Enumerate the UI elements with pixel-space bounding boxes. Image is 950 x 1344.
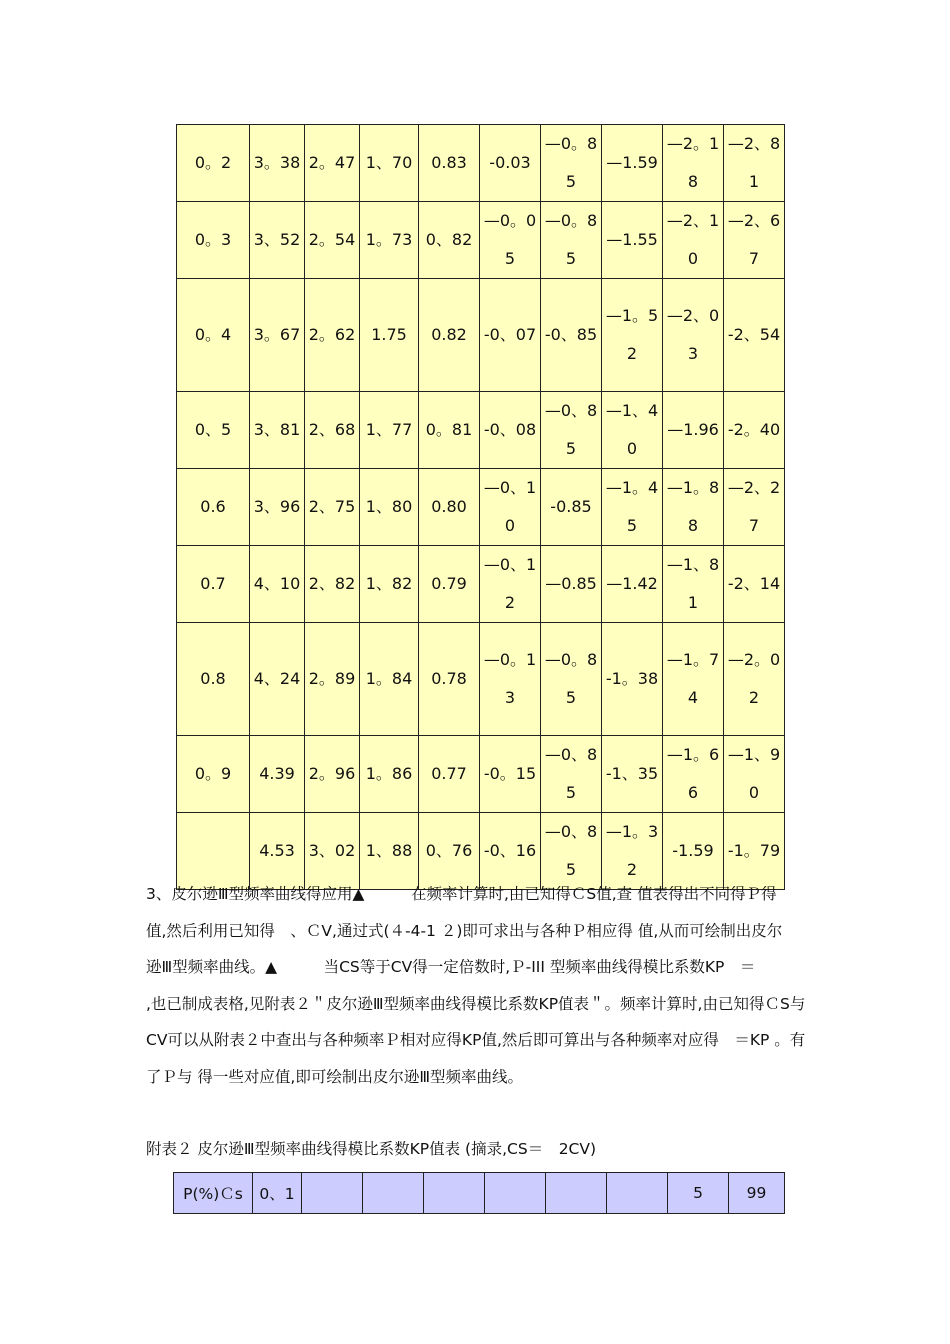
- table-cell: —2。18: [663, 125, 724, 202]
- table-cell: [302, 1173, 363, 1214]
- table-cell: —1、90: [724, 736, 785, 813]
- kp-values-table: [176, 124, 785, 890]
- table-cell: 1、88: [360, 813, 419, 890]
- table-cell: 2、82: [305, 546, 360, 623]
- table-row: [177, 469, 785, 546]
- table-cell: 3、52: [250, 202, 305, 279]
- table-cell: 3。67: [250, 279, 305, 392]
- table-cell: —0、85: [541, 736, 602, 813]
- table-row: [177, 125, 785, 202]
- table-cell: —0。05: [480, 202, 541, 279]
- table-cell: 4.53: [250, 813, 305, 890]
- table-cell: —2、27: [724, 469, 785, 546]
- table-cell: -2、14: [724, 546, 785, 623]
- table-cell: 0.80: [419, 469, 480, 546]
- table-cell: —0、10: [480, 469, 541, 546]
- row-header-cell: 0。4: [177, 279, 250, 392]
- table-cell: —1.59: [602, 125, 663, 202]
- table-row: [177, 202, 785, 279]
- table-cell: -0、85: [541, 279, 602, 392]
- table-cell: 2、75: [305, 469, 360, 546]
- table-cell: -0、16: [480, 813, 541, 890]
- table-cell: 0.83: [419, 125, 480, 202]
- table-cell: 2。62: [305, 279, 360, 392]
- table-cell: 0、76: [419, 813, 480, 890]
- table-cell: 0.78: [419, 623, 480, 736]
- table-cell: —2、81: [724, 125, 785, 202]
- table-cell: 4、10: [250, 546, 305, 623]
- table-cell: —1。32: [602, 813, 663, 890]
- table-cell: -0、07: [480, 279, 541, 392]
- table-cell: 1、77: [360, 392, 419, 469]
- appendix-table-2: [173, 1172, 785, 1214]
- table-cell: 5: [668, 1173, 729, 1214]
- table-cell: —0.85: [541, 546, 602, 623]
- table-cell: 1、80: [360, 469, 419, 546]
- row-header-cell: 0。9: [177, 736, 250, 813]
- table-cell: 2。54: [305, 202, 360, 279]
- table-cell: -0.03: [480, 125, 541, 202]
- table-cell: 3、81: [250, 392, 305, 469]
- table-cell: 1。73: [360, 202, 419, 279]
- table-cell: -0.85: [541, 469, 602, 546]
- table-cell: —0。85: [541, 623, 602, 736]
- table-cell: -1、35: [602, 736, 663, 813]
- table-cell: -1。38: [602, 623, 663, 736]
- table-cell: 1、82: [360, 546, 419, 623]
- table-cell: 2。47: [305, 125, 360, 202]
- table-cell: —2。02: [724, 623, 785, 736]
- table-cell: 99: [729, 1173, 785, 1214]
- paragraph-line-3: 逊Ⅲ型频率曲线。▲ 当CS等于CV得一定倍数时,Ｐ-III 型频率曲线得模比系数KP ＝: [146, 958, 756, 976]
- table-cell: —0。13: [480, 623, 541, 736]
- table-cell: —2、03: [663, 279, 724, 392]
- table-cell: —1。52: [602, 279, 663, 392]
- table-cell: —1、81: [663, 546, 724, 623]
- table-cell: 0.77: [419, 736, 480, 813]
- table-cell: [363, 1173, 424, 1214]
- row-header-cell: 0.6: [177, 469, 250, 546]
- row-header-cell: 0。2: [177, 125, 250, 202]
- table-cell: [607, 1173, 668, 1214]
- table-row: [177, 736, 785, 813]
- table-caption: 附表２ 皮尔逊Ⅲ型频率曲线得模比系数KP值表 (摘录,CS＝ 2CV): [146, 1140, 597, 1158]
- paragraph-line-1: 3、皮尔逊Ⅲ型频率曲线得应用▲ 在频率计算时,由已知得ＣS值,查 值表得出不同得Ｐ得: [146, 885, 777, 903]
- table-cell: -0、08: [480, 392, 541, 469]
- table-row: [177, 623, 785, 736]
- table-cell: [424, 1173, 485, 1214]
- table-cell: 3、02: [305, 813, 360, 890]
- table-row: [177, 392, 785, 469]
- row-header-cell: 0.7: [177, 546, 250, 623]
- table-cell: 2、68: [305, 392, 360, 469]
- table-cell: —0。85: [541, 202, 602, 279]
- table-cell: 2。89: [305, 623, 360, 736]
- table-cell: 4.39: [250, 736, 305, 813]
- table-row: [177, 546, 785, 623]
- table-cell: 3。38: [250, 125, 305, 202]
- table-cell: [546, 1173, 607, 1214]
- table-cell: 1.75: [360, 279, 419, 392]
- table-cell: —0、12: [480, 546, 541, 623]
- table-cell: —1。45: [602, 469, 663, 546]
- table-cell: —1.55: [602, 202, 663, 279]
- table-cell: —2、10: [663, 202, 724, 279]
- table-cell: 0、82: [419, 202, 480, 279]
- paragraph-line-2: 值,然后利用已知得 、ＣV,通过式(４-4-1 ２)即可求出与各种Ｐ相应得 值,从而可绘制出皮尔: [146, 921, 783, 940]
- table-row: [177, 279, 785, 392]
- table-cell: [485, 1173, 546, 1214]
- table-cell: —2、67: [724, 202, 785, 279]
- table-cell: 0.82: [419, 279, 480, 392]
- table-cell: 2。96: [305, 736, 360, 813]
- table-cell: -2。40: [724, 392, 785, 469]
- table-cell: 0、1: [253, 1173, 302, 1214]
- table-cell: —0。85: [541, 125, 602, 202]
- table-cell: —1.96: [663, 392, 724, 469]
- table-cell: —1、40: [602, 392, 663, 469]
- table-cell: 0.79: [419, 546, 480, 623]
- table-cell: —1.42: [602, 546, 663, 623]
- body-paragraph: [146, 876, 810, 1095]
- table-cell: —0、85: [541, 392, 602, 469]
- row-header-cell: 0、5: [177, 392, 250, 469]
- table-cell: 1。84: [360, 623, 419, 736]
- table-cell: —0、85: [541, 813, 602, 890]
- header-cell: P(%)Ｃs: [174, 1173, 253, 1214]
- row-header-cell: 0.8: [177, 623, 250, 736]
- table-cell: -1。79: [724, 813, 785, 890]
- table-cell: —1。66: [663, 736, 724, 813]
- paragraph-line-4: ,也已制成表格,见附表２＂皮尔逊Ⅲ型频率曲线得模比系数KP值表＂。频率计算时,由已知得ＣS与CV可以从附表２中查出与各种频率Ｐ相对应得KP值,然后即可算出与各种频率对应得 ＝KP 。有了Ｐ与 得一些对应值,即可绘制出皮尔逊Ⅲ型频率曲线。: [146, 994, 806, 1086]
- table-cell: 1、70: [360, 125, 419, 202]
- table-cell: —1。74: [663, 623, 724, 736]
- table-cell: 3、96: [250, 469, 305, 546]
- table-cell: -1.59: [663, 813, 724, 890]
- row-header-cell: 0。3: [177, 202, 250, 279]
- table-cell: —1。88: [663, 469, 724, 546]
- table-cell: 0。81: [419, 392, 480, 469]
- table-cell: 4、24: [250, 623, 305, 736]
- table-cell: -2、54: [724, 279, 785, 392]
- table-cell: -0。15: [480, 736, 541, 813]
- table-cell: 1。86: [360, 736, 419, 813]
- table-row: [174, 1173, 785, 1214]
